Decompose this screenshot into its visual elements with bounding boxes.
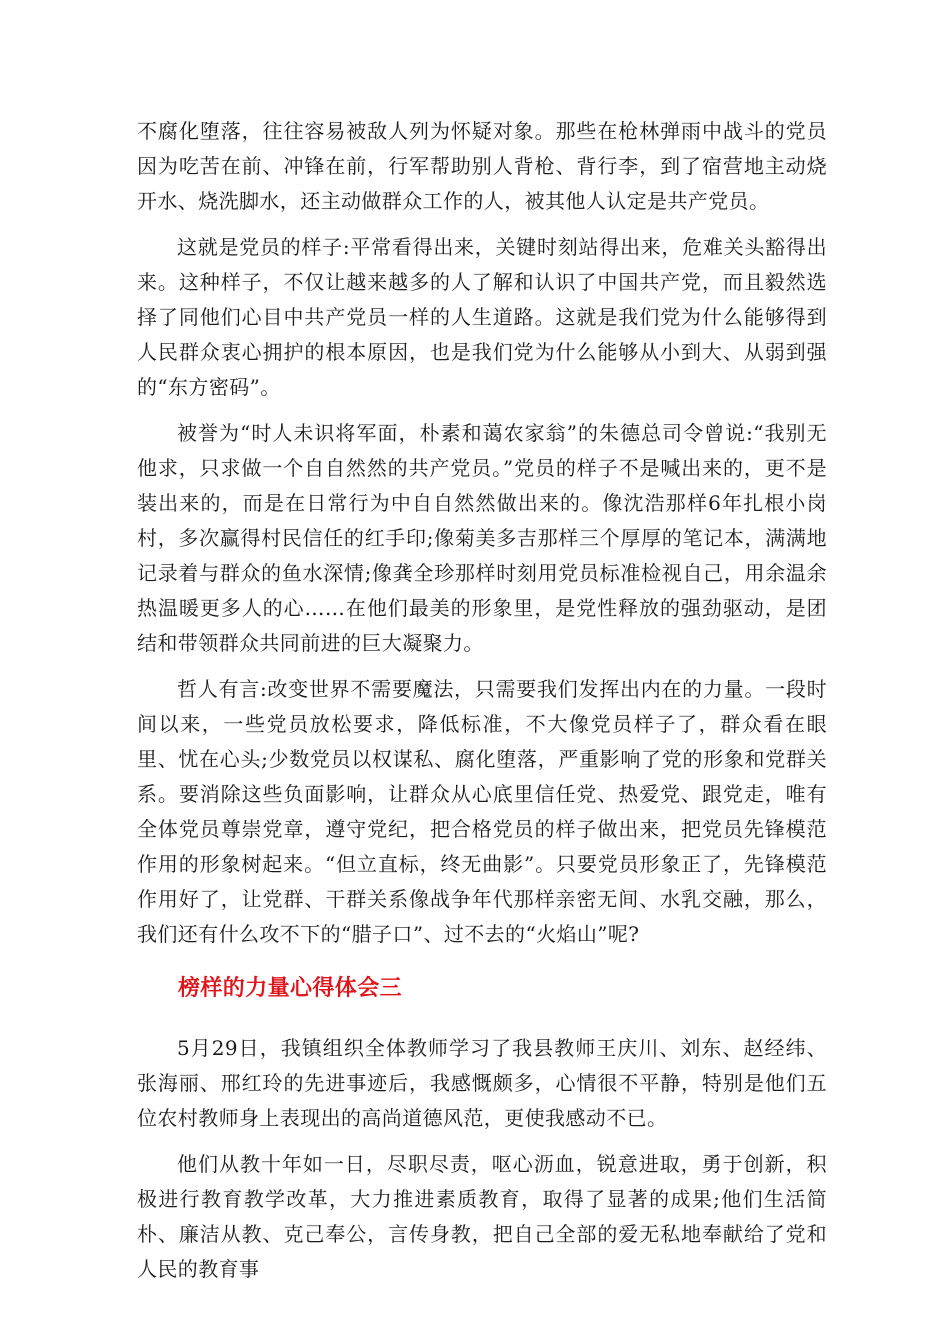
paragraph-teacher-dedication: 他们从教十年如一日，尽职尽责，呕心沥血，锐意进取，勇于创新，积极进行教育教学改革，大力推进素质教育，取得了显著的成果;他们生活简朴、廉洁从教、克己奉公，言传身教，把自己全部的爱无私地奉献给了党和人民的教育事 [137, 1152, 827, 1281]
paragraph-continuation: 不腐化堕落，往往容易被敌人列为怀疑对象。那些在枪林弹雨中战斗的党员因为吃苦在前、冲锋在前，行军帮助别人背枪、背行李，到了宿营地主动烧开水、烧洗脚水，还主动做群众工作的人，被其他人认定是共产党员。 [137, 119, 827, 213]
section-heading: 榜样的力量心得体会三 [178, 975, 403, 1001]
paragraph-teacher-study: 5月29日，我镇组织全体教师学习了我县教师王庆川、刘东、赵经纬、张海丽、邢红玲的先进事迹后，我感慨颇多，心情很不平静，特别是他们五位农村教师身上表现出的高尚道德风范，更使我感动不已。 [137, 1036, 827, 1130]
paragraph-philosopher-saying: 哲人有言:改变世界不需要魔法，只需要我们发挥出内在的力量。一段时间以来，一些党员放松要求，降低标准，不大像党员样子了，群众看在眼里、忧在心头;少数党员以权谋私、腐化堕落，严重影响了党的形象和党群关系。要消除这些负面影响，让群众从心底里信任党、热爱党、跟党走，唯有全体党员尊崇党章，遵守党纪，把合格党员的样子做出来，把党员先锋模范作用的形象树起来。“但立直标，终无曲影”。只要党员形象正了，先锋模范作用好了，让党群、干群关系像战争年代那样亲密无间、水乳交融，那么，我们还有什么攻不下的“腊子口”、过不去的“火焰山”呢? [137, 677, 827, 946]
document-body [137, 114, 827, 1298]
paragraph-party-member-image: 这就是党员的样子:平常看得出来，关键时刻站得出来，危难关头豁得出来。这种样子，不仅让越来越多的人了解和认识了中国共产党，而且毅然选择了同他们心目中共产党员一样的人生道路。这就是我们党为什么能够得到人民群众衷心拥护的根本原因，也是我们党为什么能够从小到大、从弱到强的“东方密码”。 [137, 235, 827, 399]
paragraph-zhu-de-quote: 被誉为“时人未识将军面，朴素和蔼农家翁”的朱德总司令曾说:“我别无他求，只求做一个自自然然的共产党员。”党员的样子不是喊出来的，更不是装出来的，而是在日常行为中自自然然做出来的。像沈浩那样6年扎根小岗村，多次赢得村民信任的红手印;像菊美多吉那样三个厚厚的笔记本，满满地记录着与群众的鱼水深情;像龚全珍那样时刻用党员标准检视自己，用余温余热温暖更多人的心……在他们最美的形象里，是党性释放的强劲驱动，是团结和带领群众共同前进的巨大凝聚力。 [137, 421, 827, 655]
